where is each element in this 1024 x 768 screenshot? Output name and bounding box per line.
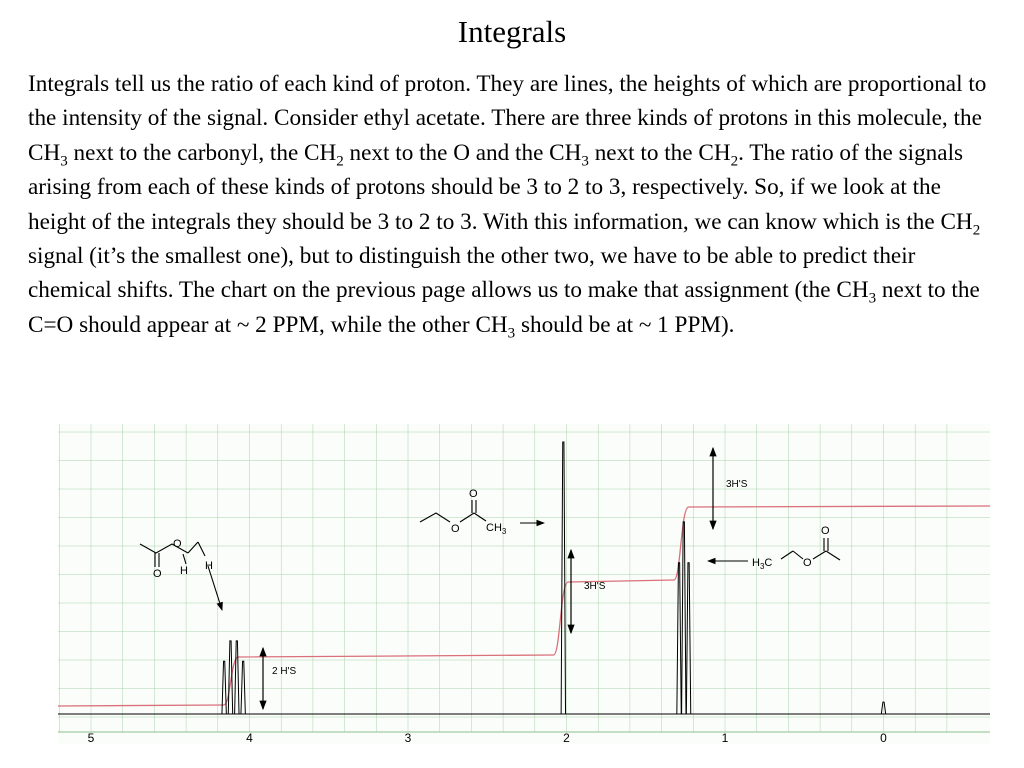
atom-label: O [469, 488, 478, 500]
body-paragraph [28, 67, 1003, 342]
atom-label: O [173, 538, 182, 550]
atom-label: O [803, 557, 812, 569]
ppm-tick-label: 1 [721, 731, 729, 744]
spectrum-background [58, 424, 990, 744]
ppm-tick-label: 4 [246, 731, 253, 744]
subscript: 2 [730, 153, 739, 170]
ppm-tick-label: 2 [563, 731, 570, 744]
text-run: signal (it’s the smallest one), but to distinguish the other two, we have to be able to predict their chemical shifts. The chart on the previous page allows us to make that assignment (the CH [28, 243, 916, 304]
integral-label-acetyl: 3H'S [584, 581, 606, 592]
atom-label: O [451, 523, 460, 535]
text-run: Integrals tell us the ratio of each kind of proton. They are lines, the heights of which are proportional to the intensity of the signal. Consider ethyl acetate. There are three kinds of protons in this molecule, the CH [28, 71, 987, 166]
subscript: 3 [581, 153, 589, 170]
atom-label: $CH_3$ [486, 522, 507, 536]
subscript: 3 [507, 325, 516, 342]
atom-label: $H_3C$ [752, 557, 773, 571]
integral-label-ethyl-ch3: 3H'S [726, 479, 748, 490]
text-run: . The ratio of the signals arising from each of these kinds of protons should be 3 to 2 to 3, respectively. So, if we look at the height of the integrals they should be 3 to 2 to 3. With this information, we can know which is the CH [28, 139, 973, 235]
subscript: 3 [868, 290, 877, 307]
ppm-tick-label: 5 [87, 731, 95, 744]
subscript: 3 [60, 153, 68, 170]
text-run: should be at ~ 1 PPM). [515, 311, 735, 338]
text-run: next to the carbonyl, the CH [67, 139, 337, 166]
subscript: 2 [972, 221, 981, 238]
atom-label: H [205, 560, 213, 572]
nmr-spectrum [58, 424, 990, 744]
integral-label-ch2: 2 H'S [272, 666, 297, 677]
text-run: next to the O and the CH [343, 139, 582, 166]
atom-label: H [180, 565, 188, 577]
ppm-tick-label: 3 [404, 731, 412, 744]
text-run: next to the C=O should appear at ~ 2 PPM, while the other CH [28, 277, 980, 338]
atom-label: O [821, 525, 830, 537]
text-run: next to the CH [588, 139, 731, 166]
atom-label: O [153, 568, 162, 580]
subscript: 2 [336, 153, 344, 170]
slide-title: Integrals [457, 14, 567, 49]
ppm-tick-label: 0 [880, 731, 887, 744]
